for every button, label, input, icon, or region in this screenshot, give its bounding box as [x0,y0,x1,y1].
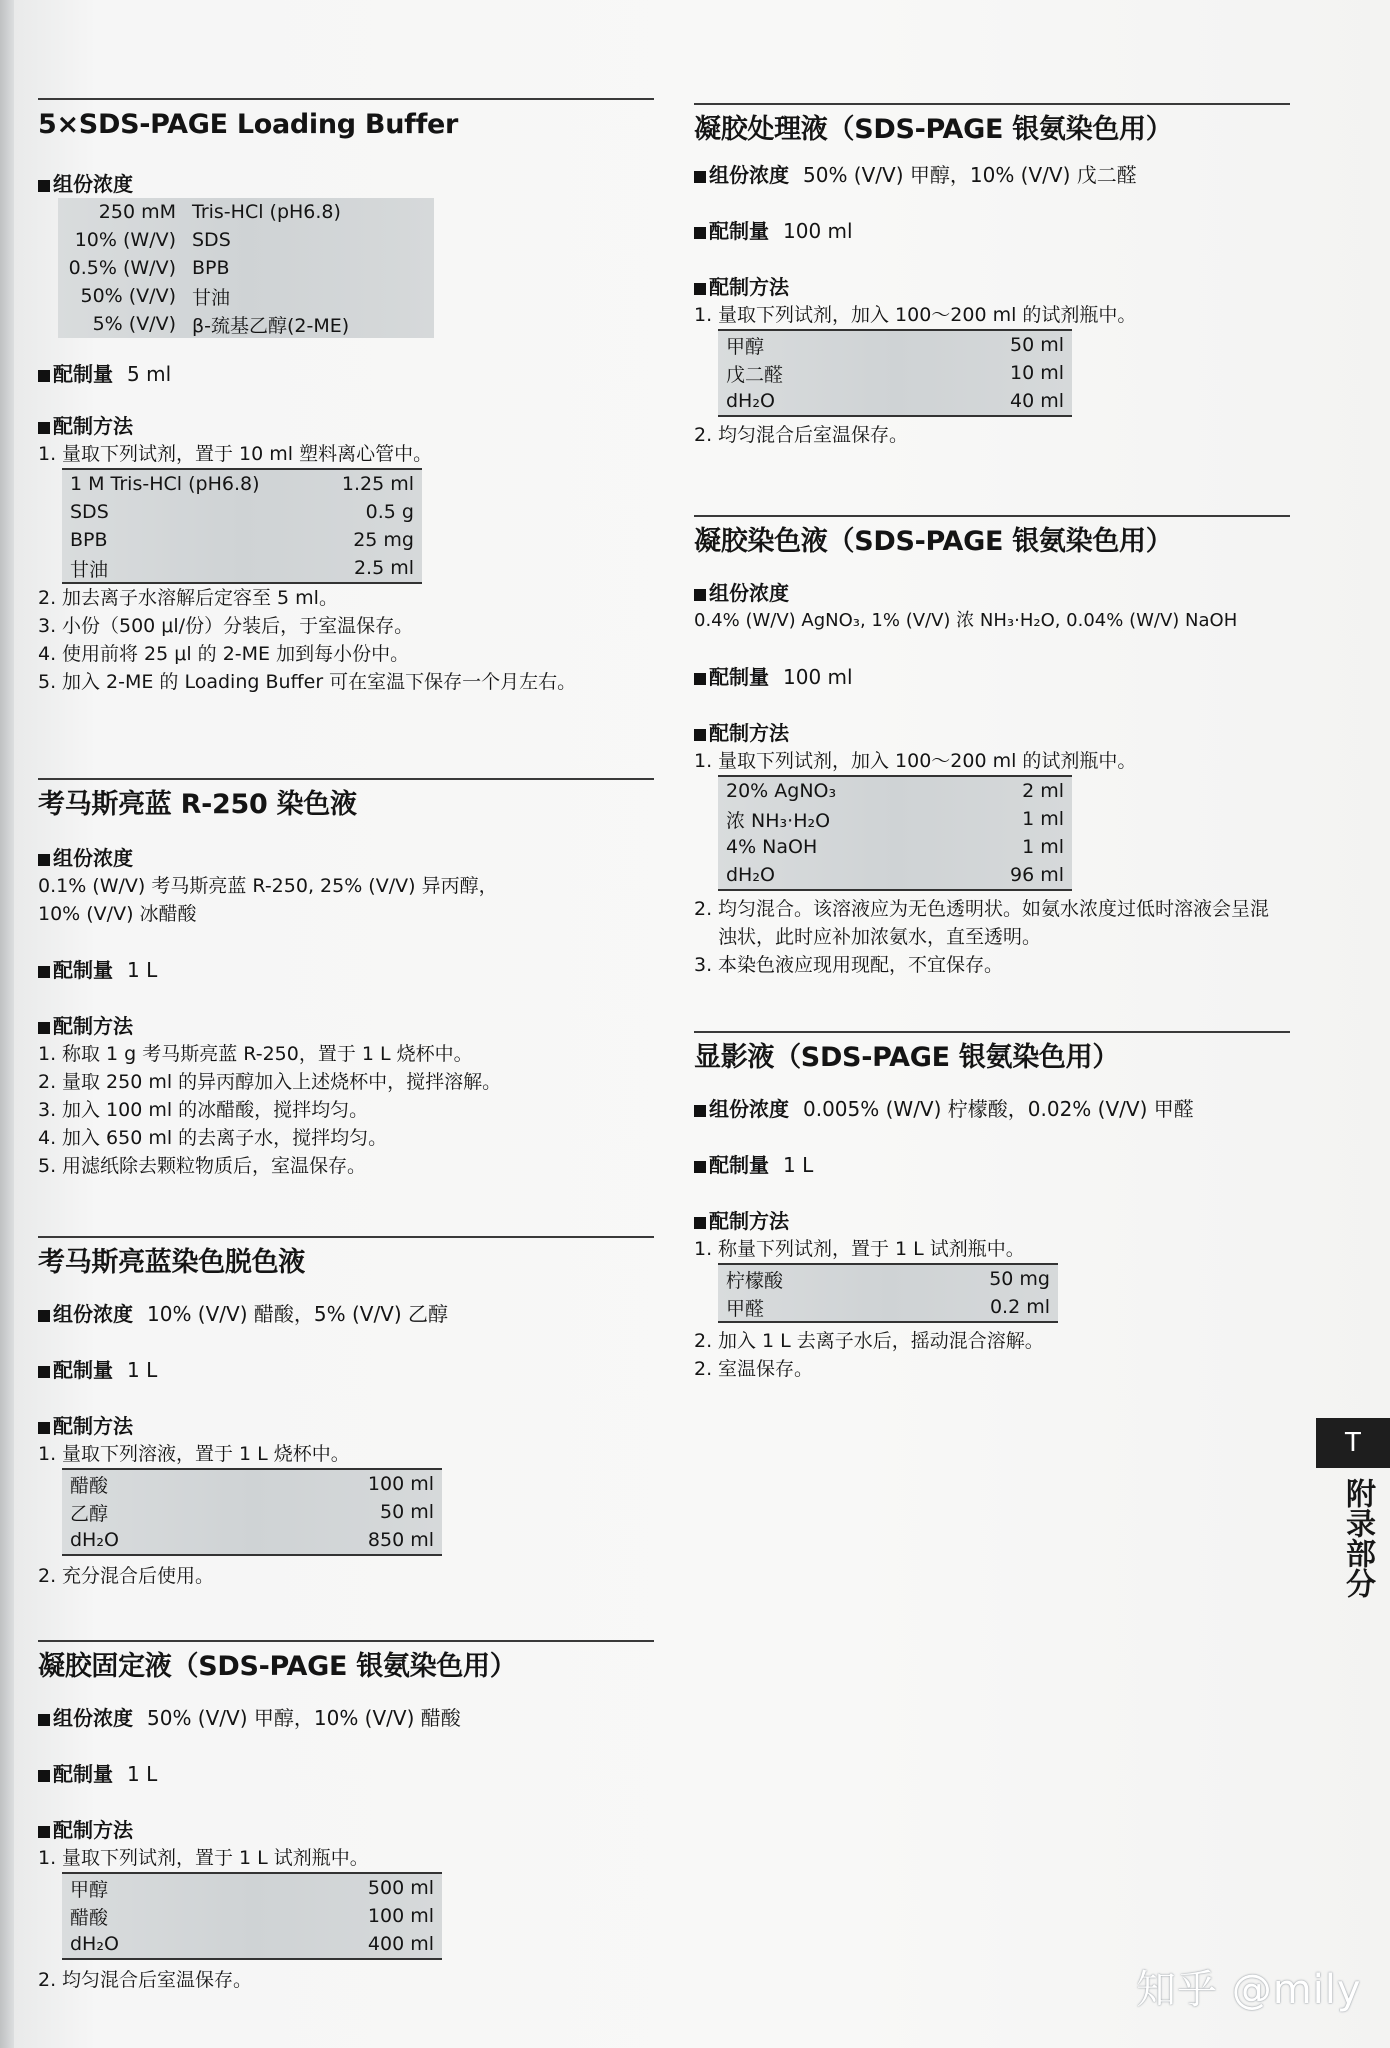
composition-line: 0.4% (W/V) AgNO₃, 1% (V/V) 浓 NH₃·H₂O, 0.04% (W/V) NaOH [694,610,1238,631]
step-2: 2. 加入 1 L 去离子水后，摇动混合溶解。 [694,1330,1044,1352]
section-title: 5×SDS-PAGE Loading Buffer [38,109,459,140]
step-3: 3. 小份（500 μl/份）分装后，于室温保存。 [38,615,414,637]
section-rule [38,98,654,100]
method-heading: 配制方法 [38,1412,654,1440]
table-row: 醋酸 100 ml [70,1473,434,1497]
appendix-tab: T [1316,1418,1390,1468]
step-2: 2. 量取 250 ml 的异丙醇加入上述烧杯中，搅拌溶解。 [38,1071,502,1093]
section-rule [38,1236,654,1238]
step-4: 4. 加入 650 ml 的去离子水，搅拌均匀。 [38,1127,388,1149]
method-heading: 配制方法 [694,273,1290,301]
table-row: 柠檬酸 50 mg [726,1268,1050,1292]
composition-line: 10% (V/V) 冰醋酸 [38,903,197,925]
bullet-icon [38,370,50,382]
step-3: 3. 本染色液应现用现配，不宜保存。 [694,954,1004,976]
method-heading: 配制方法 [694,719,1290,747]
step-1: 1. 量取下列试剂，置于 10 ml 塑料离心管中。 [38,443,433,465]
section-title: 显影液（SDS-PAGE 银氨染色用） [694,1042,1120,1073]
reagent-table [62,468,422,584]
bullet-icon [694,283,706,295]
table-row: 甲醇 500 ml [70,1877,434,1901]
amount-heading: 配制量 100 ml [694,217,1290,245]
step-2: 2. 加去离子水溶解后定容至 5 ml。 [38,587,338,609]
section-title: 凝胶处理液（SDS-PAGE 银氨染色用） [694,114,1173,145]
section-fixative [38,1640,654,1994]
section-loading-buffer [38,98,654,696]
bullet-icon [694,729,706,741]
section-rule [38,1640,654,1642]
bullet-icon [694,1217,706,1229]
composition-heading: 组份浓度 0.005% (W/V) 柠檬酸，0.02% (V/V) 甲醛 [694,1095,1290,1123]
table-row: 醋酸 100 ml [70,1905,434,1929]
bullet-icon [38,1770,50,1782]
composition-heading: 组份浓度 50% (V/V) 甲醇，10% (V/V) 戊二醛 [694,161,1290,189]
bullet-icon [38,966,50,978]
table-row: 1 M Tris-HCl (pH6.8) 1.25 ml [70,473,414,495]
composition-line: 0.1% (W/V) 考马斯亮蓝 R-250, 25% (V/V) 异丙醇， [38,875,498,897]
table-row: 50% (V/V) 甘油 [80,285,231,309]
section-destain [38,1236,654,1590]
amount-heading: 配制量 1 L [38,956,654,984]
reagent-table [718,1263,1058,1323]
step-5: 5. 加入 2-ME 的 Loading Buffer 可在室温下保存一个月左右。 [38,671,577,693]
step-1: 1. 量取下列试剂，加入 100～200 ml 的试剂瓶中。 [694,304,1137,326]
step-4: 4. 使用前将 25 μl 的 2-ME 加到每小份中。 [38,643,410,665]
step-3: 2. 室温保存。 [694,1358,814,1380]
section-developer [694,1031,1290,1383]
bullet-icon [38,1310,50,1322]
table-row: 0.5% (W/V) BPB [68,257,230,279]
table-row: dH₂O 850 ml [70,1529,434,1551]
composition-heading: 组份浓度 [694,579,1290,607]
watermark: 知乎 @mily [1136,1967,1362,2013]
step-1: 1. 量取下列试剂，加入 100～200 ml 的试剂瓶中。 [694,750,1137,772]
step-2-continued: 浊状，此时应补加浓氨水，直至透明。 [718,926,1042,948]
bullet-icon [38,180,50,192]
step-2: 2. 充分混合后使用。 [38,1565,215,1587]
step-2: 2. 均匀混合后室温保存。 [694,424,909,446]
table-row: dH₂O 40 ml [726,390,1064,412]
amount-heading: 配制量 1 L [38,1356,654,1384]
bullet-icon [38,1022,50,1034]
section-treatment [694,103,1290,449]
table-row: 20% AgNO₃ 2 ml [726,780,1064,802]
appendix-tab-label: 附录部分 [1340,1478,1375,1598]
step-2: 2. 均匀混合后室温保存。 [38,1969,253,1991]
step-2: 2. 均匀混合。该溶液应为无色透明状。如氨水浓度过低时溶液会呈混 [694,898,1270,920]
step-1: 1. 量取下列试剂，置于 1 L 试剂瓶中。 [38,1847,369,1869]
table-row: 甘油 2.5 ml [70,557,414,581]
composition-heading: 组份浓度 [38,844,654,872]
composition-table [58,198,434,338]
reagent-table [62,1872,442,1960]
table-row: 乙醇 50 ml [70,1501,434,1525]
table-row: 浓 NH₃·H₂O 1 ml [726,808,1064,832]
table-row: 5% (V/V) β-巯基乙醇(2-ME) [92,313,350,337]
reagent-table [718,775,1072,891]
table-row: SDS 0.5 g [70,501,414,523]
section-rule [694,103,1290,105]
table-row: 4% NaOH 1 ml [726,836,1064,858]
bullet-icon [694,673,706,685]
section-rule [694,515,1290,517]
amount-heading: 配制量 100 ml [694,663,1290,691]
composition-heading: 组份浓度 [38,170,654,198]
table-row: 10% (W/V) SDS [74,229,231,251]
composition-heading: 组份浓度 50% (V/V) 甲醇，10% (V/V) 醋酸 [38,1704,654,1732]
step-1: 1. 量取下列溶液，置于 1 L 烧杯中。 [38,1443,350,1465]
method-heading: 配制方法 [38,1012,654,1040]
table-row: 甲醇 50 ml [726,334,1064,358]
composition-heading: 组份浓度 10% (V/V) 醋酸，5% (V/V) 乙醇 [38,1300,654,1328]
step-5: 5. 用滤纸除去颗粒物质后，室温保存。 [38,1155,367,1177]
bullet-icon [694,227,706,239]
table-row: 250 mM Tris-HCl (pH6.8) [98,201,341,223]
section-title: 凝胶固定液（SDS-PAGE 银氨染色用） [38,1651,517,1682]
bullet-icon [694,1105,706,1117]
table-row: dH₂O 96 ml [726,864,1064,886]
step-1: 1. 称取 1 g 考马斯亮蓝 R-250，置于 1 L 烧杯中。 [38,1043,473,1065]
table-row: BPB 25 mg [70,529,414,551]
bullet-icon [694,1161,706,1173]
table-row: 戊二醛 10 ml [726,362,1064,386]
method-heading: 配制方法 [694,1207,1290,1235]
bullet-icon [38,1422,50,1434]
section-rule [38,778,654,780]
method-heading: 配制方法 [38,1816,654,1844]
reagent-table [718,329,1072,417]
section-coomassie-stain [38,778,654,1180]
step-1: 1. 称量下列试剂，置于 1 L 试剂瓶中。 [694,1238,1025,1260]
bullet-icon [38,1714,50,1726]
section-title: 考马斯亮蓝染色脱色液 [38,1247,305,1278]
bullet-icon [38,854,50,866]
section-rule [694,1031,1290,1033]
page-binding-shadow [0,0,14,2048]
table-row: 甲醛 0.2 ml [726,1296,1050,1320]
bullet-icon [694,171,706,183]
bullet-icon [38,1826,50,1838]
bullet-icon [694,589,706,601]
bullet-icon [38,422,50,434]
section-title: 凝胶染色液（SDS-PAGE 银氨染色用） [694,526,1173,557]
table-row: dH₂O 400 ml [70,1933,434,1955]
section-title: 考马斯亮蓝 R-250 染色液 [38,789,357,820]
bullet-icon [38,1366,50,1378]
step-3: 3. 加入 100 ml 的冰醋酸，搅拌均匀。 [38,1099,369,1121]
section-stain [694,515,1290,979]
amount-heading: 配制量 1 L [694,1151,1290,1179]
amount-heading: 配制量 5 ml [38,360,654,388]
reagent-table [62,1468,442,1556]
amount-heading: 配制量 1 L [38,1760,654,1788]
method-heading: 配制方法 [38,412,654,440]
